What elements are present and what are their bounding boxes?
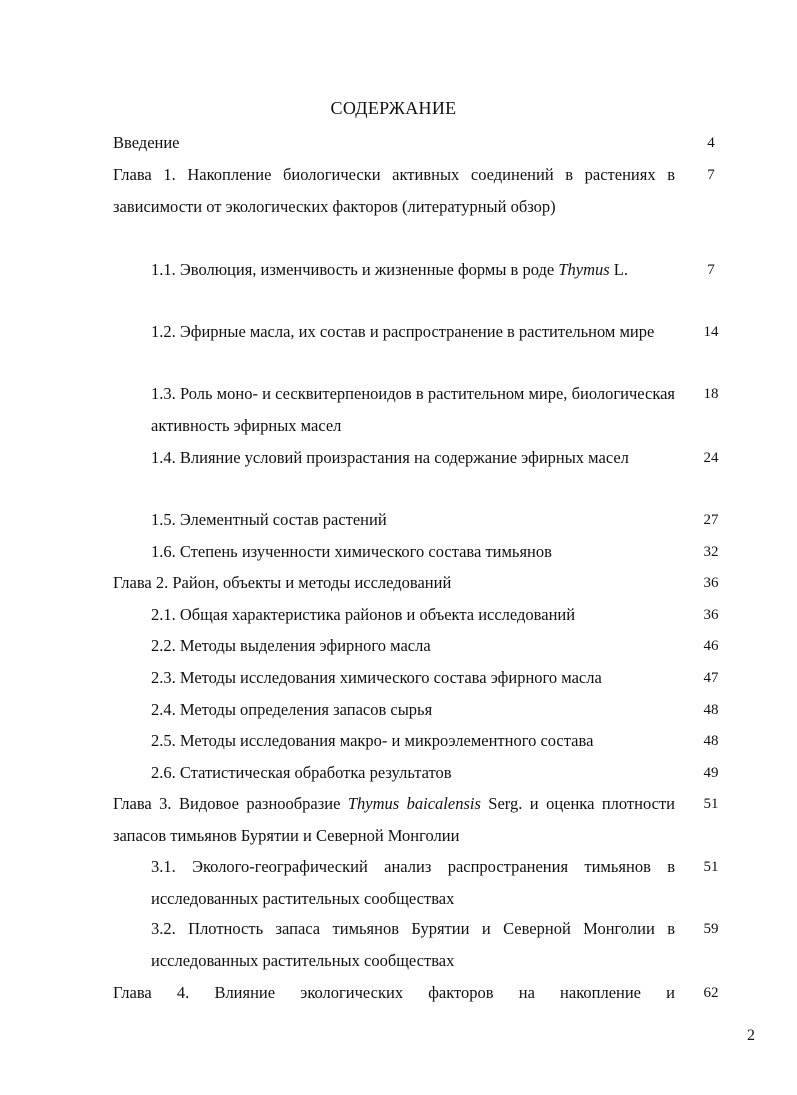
toc-entry-text: Введение (113, 133, 180, 152)
toc-entry-2-2 (151, 630, 675, 662)
toc-entry-text: Глава 4. Влияние экологических факторов на накопление и (113, 983, 675, 1002)
toc-entry-text: 1.6. Степень изученности химического состава тимьянов (151, 542, 552, 561)
toc-page-number: 48 (703, 702, 719, 718)
toc-entry-text: 2.2. Методы выделения эфирного масла (151, 636, 431, 655)
toc-page-number: 18 (703, 386, 719, 402)
toc-entry-text: 2.1. Общая характеристика районов и объекта исследований (151, 605, 576, 624)
toc-entry-2-4 (151, 694, 675, 726)
toc-page-number: 4 (707, 135, 715, 151)
toc-page-number: 24 (703, 450, 719, 466)
toc-entry-text: 2.4. Методы определения запасов сырья (151, 700, 433, 719)
toc-entry-text: Глава 1. Накопление биологически активных соединений в растениях в зависимости от экологических факторов (литературный обзор) (113, 165, 675, 216)
toc-entry-1-3 (151, 378, 675, 442)
toc-entry-2-6 (151, 757, 675, 789)
toc-entry-1-4 (151, 442, 675, 474)
toc-entry-2-5 (151, 725, 675, 757)
toc-page-number: 47 (703, 670, 719, 686)
toc-page-number: 62 (703, 985, 719, 1001)
toc-page-number: 36 (703, 607, 719, 623)
toc-page-number: 49 (703, 765, 719, 781)
toc-entry-text: 2.6. Статистическая обработка результатов (151, 763, 452, 782)
toc-entry-text: 3.2. Плотность запаса тимьянов Бурятии и Северной Монголии в исследованных растительных сообществах (151, 919, 675, 970)
toc-entry-text: 2.3. Методы исследования химического состава эфирного масла (151, 668, 602, 687)
toc-entry-chapter-3 (113, 788, 675, 852)
toc-entry-1-6 (151, 536, 675, 568)
page-number: 2 (747, 1027, 755, 1044)
toc-entry-text: 1.5. Элементный состав растений (151, 510, 387, 529)
toc-page-number: 7 (707, 262, 715, 278)
toc-page-number: 46 (703, 638, 719, 654)
toc-entry-1-2 (151, 316, 675, 348)
toc-entry-text: 1.3. Роль моно- и сесквитерпеноидов в растительном мире, биологическая активность эфирных масел (151, 384, 675, 435)
toc-page-number: 51 (703, 859, 719, 875)
toc-page-number: 59 (703, 921, 719, 937)
species-name: Thymus baicalensis (347, 794, 481, 813)
toc-entry-text: 3.1. Эколого-географический анализ распространения тимьянов в исследованных растительных сообществах (151, 857, 675, 908)
toc-entry-3-2 (151, 913, 675, 977)
toc-entry-text: 1.1. Эволюция, изменчивость и жизненные формы в роде Thymus L. (151, 260, 629, 279)
toc-entry-2-3 (151, 662, 675, 694)
toc-page-number: 7 (707, 167, 715, 183)
toc-entry-chapter-1 (113, 159, 675, 223)
genus-name: Thymus (558, 260, 610, 279)
toc-entry-2-1 (151, 599, 675, 631)
toc-entry-introduction (113, 127, 675, 159)
toc-entry-1-1 (151, 254, 675, 286)
toc-entry-text: 1.4. Влияние условий произрастания на содержание эфирных масел (151, 448, 629, 467)
toc-page-number: 36 (703, 575, 719, 591)
toc-page-number: 14 (703, 324, 719, 340)
toc-entry-text: 2.5. Методы исследования макро- и микроэлементного состава (151, 731, 594, 750)
toc-entry-chapter-4 (113, 977, 675, 1009)
toc-entry-text: Глава 2. Район, объекты и методы исследований (113, 573, 452, 592)
page-title: СОДЕРЖАНИЕ (330, 98, 457, 118)
toc-entry-3-1 (151, 851, 675, 915)
toc-page-number: 27 (703, 512, 719, 528)
toc-page-number: 32 (703, 544, 719, 560)
toc-page-number: 48 (703, 733, 719, 749)
toc-entry-text: Глава 3. Видовое разнообразие Thymus baicalensis Serg. и оценка плотности запасов тимьянов Бурятии и Северной Монголии (113, 794, 675, 845)
toc-entry-chapter-2 (113, 567, 675, 599)
toc-entry-text: 1.2. Эфирные масла, их состав и распространение в растительном мире (151, 322, 655, 341)
toc-entry-1-5 (151, 504, 675, 536)
toc-page-number: 51 (703, 796, 719, 812)
